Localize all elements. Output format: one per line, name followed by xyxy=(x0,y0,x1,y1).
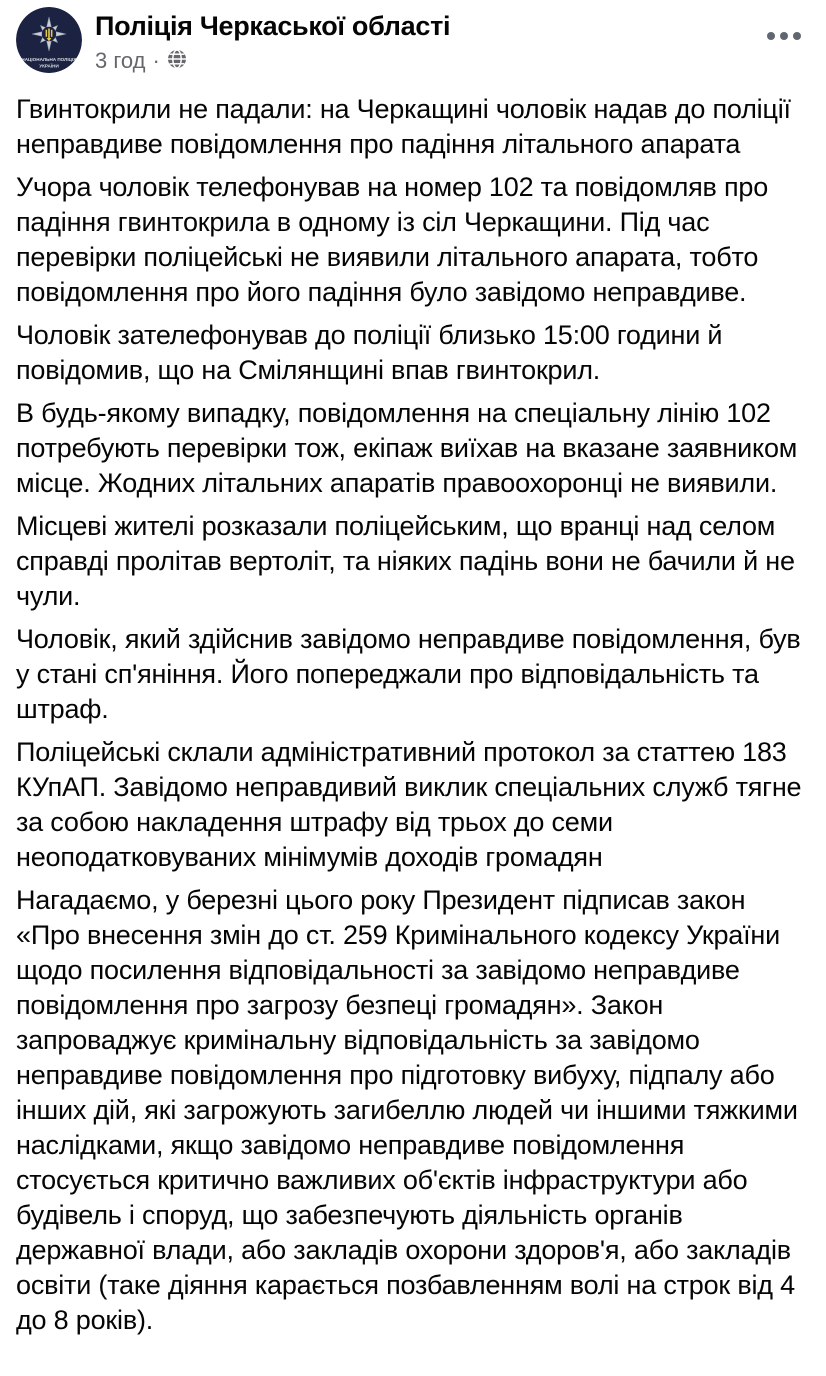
globe-public-icon xyxy=(167,48,187,75)
avatar-banner-line1: НАЦІОНАЛЬНА ПОЛІЦІЯ xyxy=(21,57,77,62)
post-options-button[interactable] xyxy=(761,26,807,46)
post-paragraph: Поліцейські склали адміністративний протокол за статтею 183 КУпАП. Завідомо неправдивий виклик спеціальних служб тягне за собою накладення штрафу від трьох до семи неоподатковуваних мінімумів доходів громадян xyxy=(16,737,802,872)
post-text xyxy=(16,92,810,1338)
dot-icon xyxy=(793,32,801,40)
dot-icon xyxy=(767,32,775,40)
avatar-banner-line2: УКРАЇНИ xyxy=(39,63,59,69)
post-paragraph: Учора чоловік телефонував на номер 102 та повідомляв про падіння гвинтокрила в одному із сіл Черкащини. Під час перевірки поліцейські не виявили літального апарата, тобто повідомлення про його падіння було завідомо неправдиве. xyxy=(16,172,769,307)
header-info xyxy=(95,7,450,75)
post-paragraph: Місцеві жителі розказали поліцейським, що вранці над селом справді пролітав вертоліт, та ніяких падінь вони не бачили й не чули. xyxy=(16,511,795,611)
post-paragraph: Гвинтокрили не падали: на Черкащині чоловік надав до поліції неправдиве повідомлення про падіння літального апарата xyxy=(16,94,791,159)
post-paragraph: Нагадаємо, у березні цього року Президент підписав закон «Про внесення змін до ст. 259 Кримінального кодексу України щодо посилення відповідальності за завідомо неправдиве повідомлення про загрозу безпеці громадян». Закон запроваджує кримінальну відповідальність за завідомо неправдиве повідомлення про підготовку вибуху, підпалу або інших дій, які загрожують загибеллю людей чи іншими тяжкими наслідками, якщо завідомо неправдиве повідомлення стосується критично важливих об'єктів інфраструктури або будівель і споруд, що забезпечують діяльність органів державної влади, або закладів охорони здоров'я, або закладів освіти (таке діяння карається позбавленням волі на строк від 4 до 8 років). xyxy=(16,885,798,1335)
page-avatar[interactable] xyxy=(16,7,82,73)
page-name-link[interactable]: Поліція Черкаської області xyxy=(95,11,451,41)
meta-separator: · xyxy=(152,48,160,73)
dot-icon xyxy=(780,32,788,40)
post-paragraph: В будь-якому випадку, повідомлення на спеціальну лінію 102 потребують перевірки тож, екіпаж виїхав на вказане заявником місце. Жодних літальних апаратів правоохоронці не виявили. xyxy=(16,398,798,498)
post-paragraph: Чоловік, який здійснив завідомо неправдиве повідомлення, був у стані сп'яніння. Його попереджали про відповідальність та штраф. xyxy=(16,624,801,724)
post-paragraph: Чоловік зателефонував до поліції близько 15:00 години й повідомив, що на Смілянщині впав гвинтокрил. xyxy=(16,320,723,385)
post-header xyxy=(16,0,810,75)
post-timestamp[interactable]: 3 год xyxy=(95,48,146,73)
post-meta xyxy=(95,46,450,75)
national-police-ukraine-logo-icon xyxy=(16,7,82,73)
